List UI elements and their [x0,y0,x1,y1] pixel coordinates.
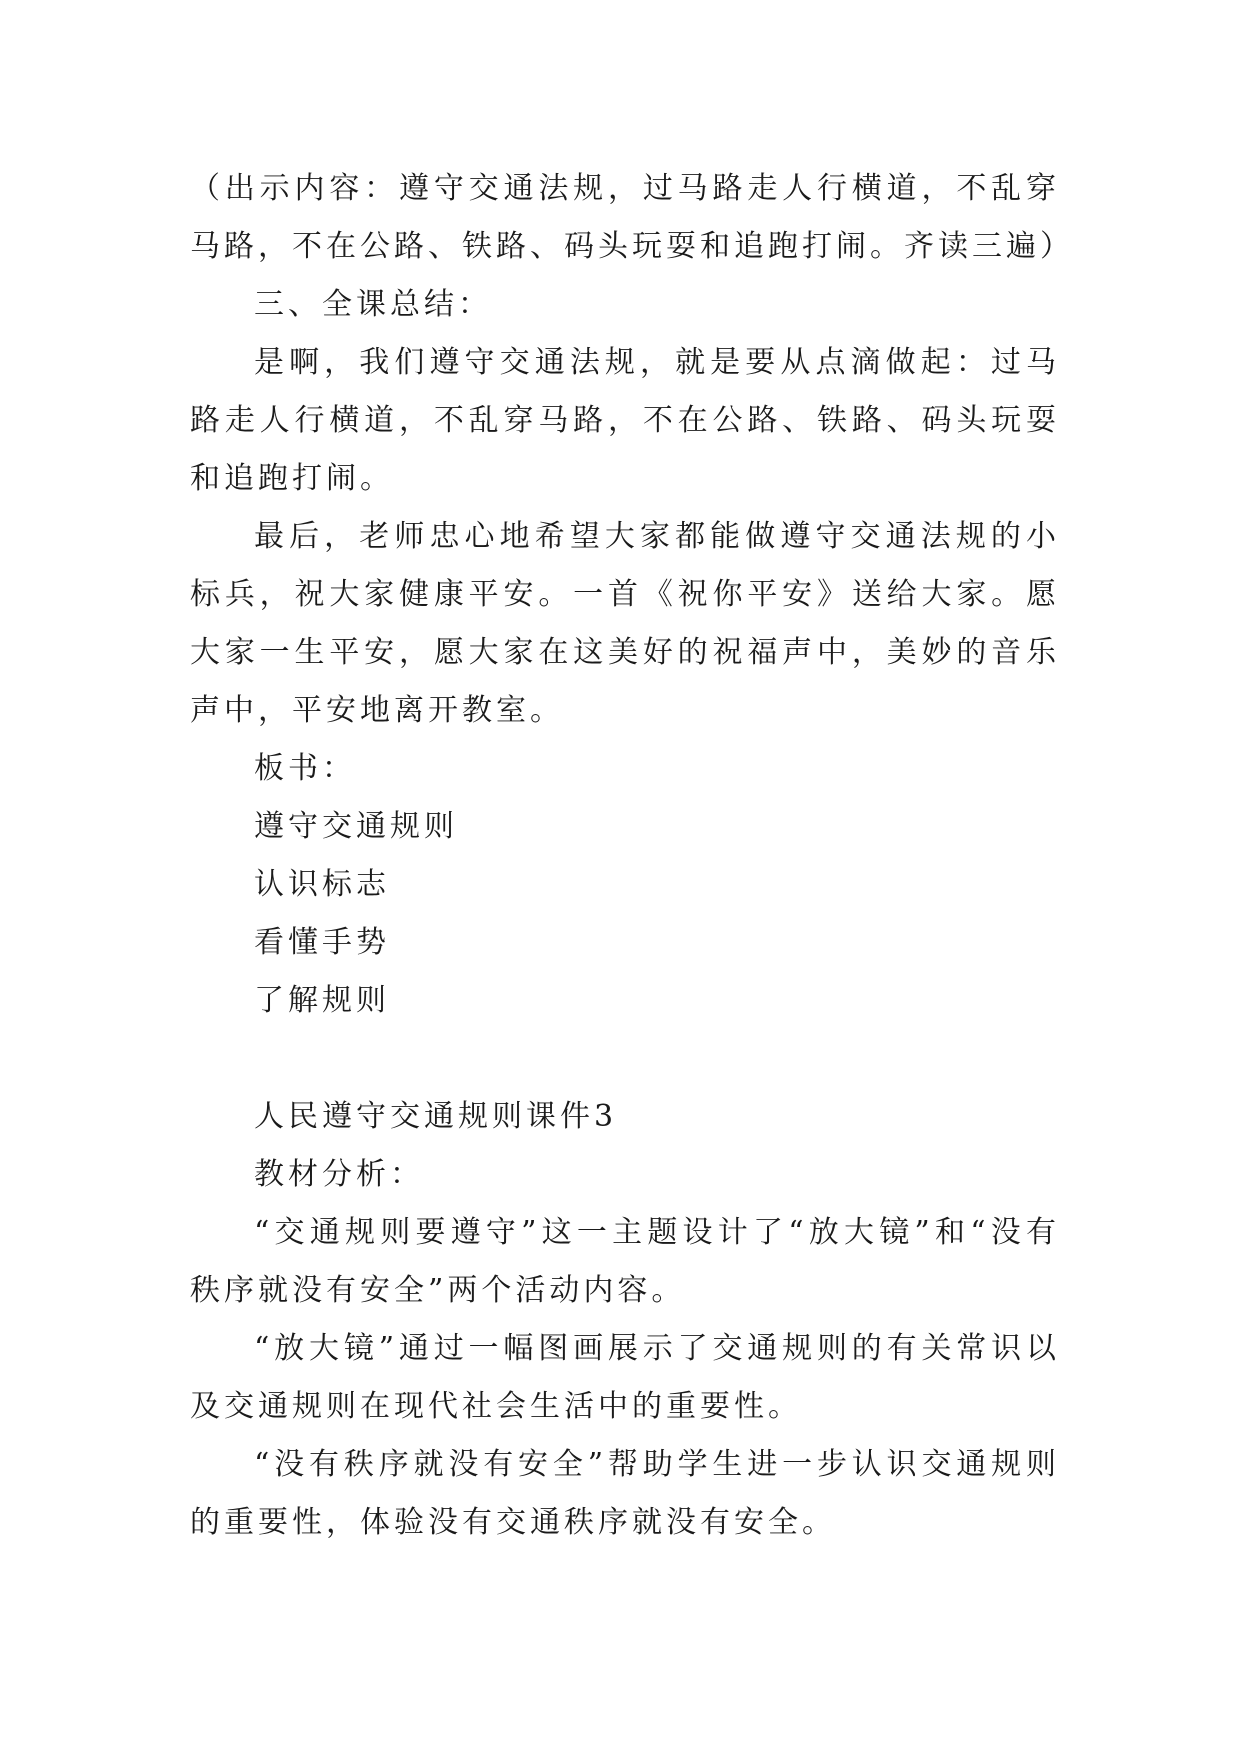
section-gap [190,1030,1060,1088]
blackboard-item-gestures: 看懂手势 [254,925,390,960]
blackboard-item-understand: 了解规则 [254,983,390,1018]
label-blackboard: 板书： [254,751,356,786]
paragraph-summary-body: 是啊，我们遵守交通法规，就是要从点滴做起：过马路走人行横道，不乱穿马路，不在公路、铁路、码头玩耍和追跑打闹。 [190,345,1060,496]
label-textbook-analysis: 教材分析： [254,1157,424,1192]
blackboard-item-rules: 遵守交通规则 [254,809,458,844]
document-page [190,160,1074,1552]
blackboard-item-signs: 认识标志 [254,867,390,902]
heading-course-summary: 三、全课总结： [254,287,492,322]
paragraph-display-content: （出示内容：遵守交通法规，过马路走人行横道，不乱穿马路，不在公路、铁路、码头玩耍和追跑打闹。齐读三遍） [190,171,1074,264]
paragraph-theme-design: “交通规则要遵守”这一主题设计了“放大镜”和“没有秩序就没有安全”两个活动内容。 [190,1215,1060,1308]
section-title: 人民遵守交通规则课件3 [254,1099,618,1134]
paragraph-order-safety: “没有秩序就没有安全”帮助学生进一步认识交通规则的重要性，体验没有交通秩序就没有安全。 [190,1447,1060,1540]
paragraph-closing: 最后，老师忠心地希望大家都能做遵守交通法规的小标兵，祝大家健康平安。一首《祝你平安》送给大家。愿大家一生平安，愿大家在这美好的祝福声中，美妙的音乐声中，平安地离开教室。 [190,519,1060,728]
paragraph-magnifier: “放大镜”通过一幅图画展示了交通规则的有关常识以及交通规则在现代社会生活中的重要性。 [190,1331,1060,1424]
